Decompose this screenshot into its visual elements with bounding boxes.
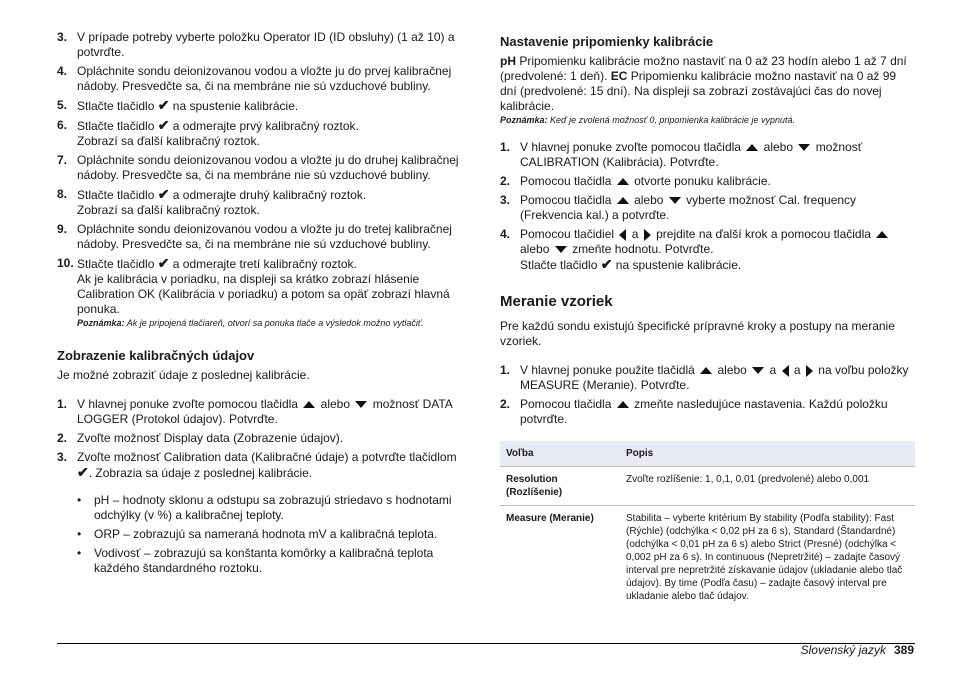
note	[77, 317, 472, 329]
step-text-part: alebo	[717, 363, 747, 377]
list-item	[57, 222, 472, 252]
list-item	[57, 64, 472, 94]
step-text-part: možnosť CALIBRATION (Kalibrácia). Potvrďte.	[520, 140, 863, 169]
step-text-part: Pomocou tlačidla	[520, 193, 612, 207]
footer-language: Slovenský jazyk	[800, 643, 886, 657]
step-text	[77, 118, 472, 149]
up-arrow-icon	[303, 401, 315, 408]
step-text-pre: Stlačte tlačidlo	[77, 188, 155, 202]
step-number: 9.	[57, 222, 68, 236]
intro-text: Je možné zobraziť údaje z poslednej kalibrácie.	[57, 368, 310, 382]
bullet-list	[57, 493, 472, 576]
list-item	[57, 450, 472, 481]
step-text: Opláchnite sondu deionizovanou vodou a vložte ju do druhej kalibračnej nádoby. Presvedčte sa, či na membráne nie sú vzduchové bubliny.	[77, 153, 459, 182]
step-text-part: alebo	[634, 193, 664, 207]
step-number: 3.	[57, 450, 68, 464]
step-text-post: a odmerajte prvý kalibračný roztok.	[172, 119, 359, 133]
table-row	[500, 467, 915, 506]
right-arrow-icon	[644, 229, 651, 241]
step-number: 2.	[500, 397, 511, 411]
step-text-part: na spustenie kalibrácie.	[615, 258, 742, 272]
note-label: Poznámka:	[77, 318, 125, 328]
step-text	[77, 397, 472, 427]
check-icon: ✔	[157, 97, 170, 113]
list-item	[500, 174, 915, 189]
step-text: Opláchnite sondu deionizovanou vodou a vložte ju do tretej kalibračnej nádoby. Presvedčte sa, či na membráne nie sú vzduchové bubliny.	[77, 222, 452, 251]
bullet-item: • pH – hodnoty sklonu a odstupu sa zobrazujú striedavo s hodnotami odchýlky (v %) a kalibračnej teploty.	[77, 493, 472, 523]
ph-text: Pripomienku kalibrácie možno nastaviť na 0 až 23 hodín alebo 1 až 7 dní (predvolené: 1 deň).	[500, 54, 907, 83]
down-arrow-icon	[355, 401, 367, 408]
section-heading: Nastavenie pripomienky kalibrácie	[500, 34, 714, 49]
bullet-item: • Vodivosť – zobrazujú sa konštanta komôrky a kalibračná teplota každého štandardného roztoku.	[77, 546, 472, 576]
step-text-part: V hlavnej ponuke zvoľte pomocou tlačidla	[520, 140, 741, 154]
settings-table	[500, 441, 915, 609]
down-arrow-icon	[669, 197, 681, 204]
step-number: 7.	[57, 153, 68, 167]
right-arrow-icon	[806, 365, 813, 377]
step-number: 4.	[500, 227, 511, 241]
step-number: 8.	[57, 187, 68, 201]
table-cell-key: Resolution (Rozlíšenie)	[500, 467, 620, 506]
step-text-part: a	[631, 227, 639, 241]
list-item	[57, 118, 472, 149]
step-text	[77, 98, 472, 114]
step-text-part: vyberte možnosť Cal. frequency (Frekvencia kal.) a potvrďte.	[520, 193, 857, 222]
step-number: 5.	[57, 98, 68, 112]
step-number: 10.	[57, 256, 74, 270]
step-text-part: Zvoľte možnosť Calibration data (Kalibračné údaje) a potvrďte tlačidlom	[77, 450, 457, 464]
note	[500, 114, 915, 126]
list-item	[500, 227, 915, 273]
step-text-post: a odmerajte tretí kalibračný roztok.	[172, 257, 357, 271]
check-icon: ✔	[157, 117, 170, 133]
left-column	[57, 30, 472, 576]
list-item	[500, 397, 915, 427]
step-text: V prípade potreby vyberte položku Operator ID (ID obsluhy) (1 až 10) a potvrďte.	[77, 30, 455, 59]
step-number: 2.	[57, 431, 68, 445]
section-heading: Zobrazenie kalibračných údajov	[57, 348, 255, 363]
step-text: Zvoľte možnosť Display data (Zobrazenie údajov).	[77, 431, 344, 445]
bullet-item: • ORP – zobrazujú sa nameraná hodnota mV a kalibračná teplota.	[77, 527, 438, 541]
up-arrow-icon	[746, 144, 758, 151]
down-arrow-icon	[752, 367, 764, 374]
list-item	[500, 140, 915, 170]
step-text-part: Stlačte tlačidlo	[520, 258, 598, 272]
step-text-part: zmeňte nasledujúce nastavenia. Každú položku potvrďte.	[520, 397, 888, 426]
intro-text: Pre každú sondu existujú špecifické prípravné kroky a postupy na meranie vzoriek.	[500, 319, 895, 348]
step-text-part: Pomocou tlačidla	[520, 174, 612, 188]
list-item	[57, 153, 472, 183]
table-row	[500, 506, 915, 610]
step-text-part: otvorte ponuku kalibrácie.	[634, 174, 771, 188]
step-text-part: prejdite na ďalší krok a pomocou tlačidla	[656, 227, 871, 241]
list-item	[57, 431, 472, 446]
left-arrow-icon	[619, 229, 626, 241]
step-text-part: . Zobrazia sa údaje z poslednej kalibrácie.	[88, 466, 313, 480]
step-text	[520, 193, 915, 223]
step-text-pre: Stlačte tlačidlo	[77, 119, 155, 133]
footer	[801, 643, 914, 658]
step-text-part: a	[793, 363, 801, 377]
table-header: Voľba	[500, 441, 620, 467]
down-arrow-icon	[798, 144, 810, 151]
right-column	[500, 30, 915, 609]
step-number: 1.	[500, 363, 511, 377]
table-cell-value: Stabilita – vyberte kritérium By stability (Podľa stability): Fast (Rýchle) (odchýlka < 0,02 pH za 6 s), Standard (Štandardné) (odchýlka < 0,01 pH za 6 s) alebo Strict (Presné) (odchýlka < 0,002 pH za 6 s). In continuous (Nepretržité) – zadajte časový interval pre nepretržité získavanie údajov (ukladanie alebo tlač údajov). By time (Podľa času) – zadajte časový interval pre ukladanie alebo tlač údajov.	[620, 506, 915, 610]
table-header: Popis	[620, 441, 915, 467]
list-item	[500, 363, 915, 393]
step-text-post: na spustenie kalibrácie.	[172, 99, 299, 113]
ec-text: Pripomienku kalibrácie možno nastaviť na 0 až 99 dní (predvolené: 15 dní). Na displeji sa zobrazí zostávajúci čas do novej kalibrácie.	[500, 69, 897, 113]
step-text	[520, 140, 915, 170]
step-text-part: na voľbu položky MEASURE (Meranie). Potvrďte.	[520, 363, 909, 392]
step-number: 3.	[500, 193, 511, 207]
paragraph	[500, 54, 915, 114]
step-number: 3.	[57, 30, 68, 44]
list-item	[57, 30, 472, 60]
step-text-post: a odmerajte druhý kalibračný roztok.	[172, 188, 367, 202]
step-text	[77, 256, 472, 317]
step-text-part: alebo	[520, 242, 550, 256]
up-arrow-icon	[617, 401, 629, 408]
note-text: Ak je pripojená tlačiareň, otvorí sa ponuka tlače a výsledok možno vytlačiť.	[126, 318, 424, 328]
step-text	[520, 363, 915, 393]
step-text	[520, 227, 915, 273]
step-number: 6.	[57, 118, 68, 132]
list-item	[57, 256, 472, 317]
step-text: Opláchnite sondu deionizovanou vodou a vložte ju do prvej kalibračnej nádoby. Presvedčte sa, či na membráne nie sú vzduchové bubliny.	[77, 64, 452, 93]
page-number: 389	[893, 643, 914, 657]
step-text	[520, 174, 915, 189]
left-arrow-icon	[782, 365, 789, 377]
bullet-text: Vodivosť – zobrazujú sa konštanta komôrky a kalibračná teplota každého štandardného roztoku.	[94, 546, 434, 575]
step-text-part: možnosť DATA LOGGER (Protokol údajov). Potvrďte.	[77, 397, 453, 426]
up-arrow-icon	[700, 367, 712, 374]
step-text	[77, 450, 472, 481]
up-arrow-icon	[617, 197, 629, 204]
section-heading: Meranie vzoriek	[500, 293, 613, 310]
bullet-text: ORP – zobrazujú sa nameraná hodnota mV a kalibračná teplota.	[94, 527, 438, 541]
step-text-line2: Zobrazí sa ďalší kalibračný roztok.	[77, 203, 260, 217]
step-text-part: alebo	[763, 140, 794, 154]
note-text: Keď je zvolená možnosť 0, pripomienka kalibrácie je vypnutá.	[550, 115, 795, 125]
up-arrow-icon	[617, 178, 629, 185]
check-icon: ✔	[600, 256, 613, 272]
step-number: 2.	[500, 174, 511, 188]
step-text-line2: Ak je kalibrácia v poriadku, na displeji sa krátko zobrazí hlásenie Calibration OK (Kalibrácia v poriadku) a potom sa opäť zobrazí hlavná ponuka.	[77, 272, 450, 316]
list-item	[57, 187, 472, 218]
step-text	[77, 187, 472, 218]
note-label: Poznámka:	[500, 115, 548, 125]
step-text	[520, 397, 915, 427]
check-icon: ✔	[77, 464, 89, 480]
list-item	[500, 193, 915, 223]
bullet-text: pH – hodnoty sklonu a odstupu sa zobrazujú striedavo s hodnotami odchýlky (v %) a kalibračnej teploty.	[94, 493, 452, 522]
step-text-part: zmeňte hodnotu. Potvrďte.	[572, 242, 714, 256]
table-cell-value: Zvoľte rozlíšenie: 1, 0,1, 0,01 (predvolené) alebo 0,001	[620, 467, 915, 506]
check-icon: ✔	[157, 255, 170, 271]
step-text-part: Pomocou tlačidiel	[520, 227, 615, 241]
step-text-part: Pomocou tlačidla	[520, 397, 612, 411]
ph-label: pH	[500, 54, 516, 68]
step-number: 4.	[57, 64, 68, 78]
step-text-part: V hlavnej ponuke zvoľte pomocou tlačidla	[77, 397, 298, 411]
step-text-part: V hlavnej ponuke použite tlačidlá	[520, 363, 695, 377]
step-text-pre: Stlačte tlačidlo	[77, 257, 155, 271]
step-text-pre: Stlačte tlačidlo	[77, 99, 155, 113]
footer-rule	[57, 643, 915, 644]
table-header-row	[500, 441, 915, 467]
down-arrow-icon	[555, 246, 567, 253]
step-number: 1.	[57, 397, 68, 411]
ec-label: EC	[610, 69, 628, 83]
list-item	[57, 98, 472, 114]
step-number: 1.	[500, 140, 511, 154]
step-text-part: a	[769, 363, 777, 377]
list-item	[57, 397, 472, 427]
check-icon: ✔	[157, 186, 170, 202]
up-arrow-icon	[876, 231, 888, 238]
table-cell-key: Measure (Meranie)	[500, 506, 620, 610]
step-text-line2: Zobrazí sa ďalší kalibračný roztok.	[77, 134, 260, 148]
step-text-part: alebo	[320, 397, 351, 411]
